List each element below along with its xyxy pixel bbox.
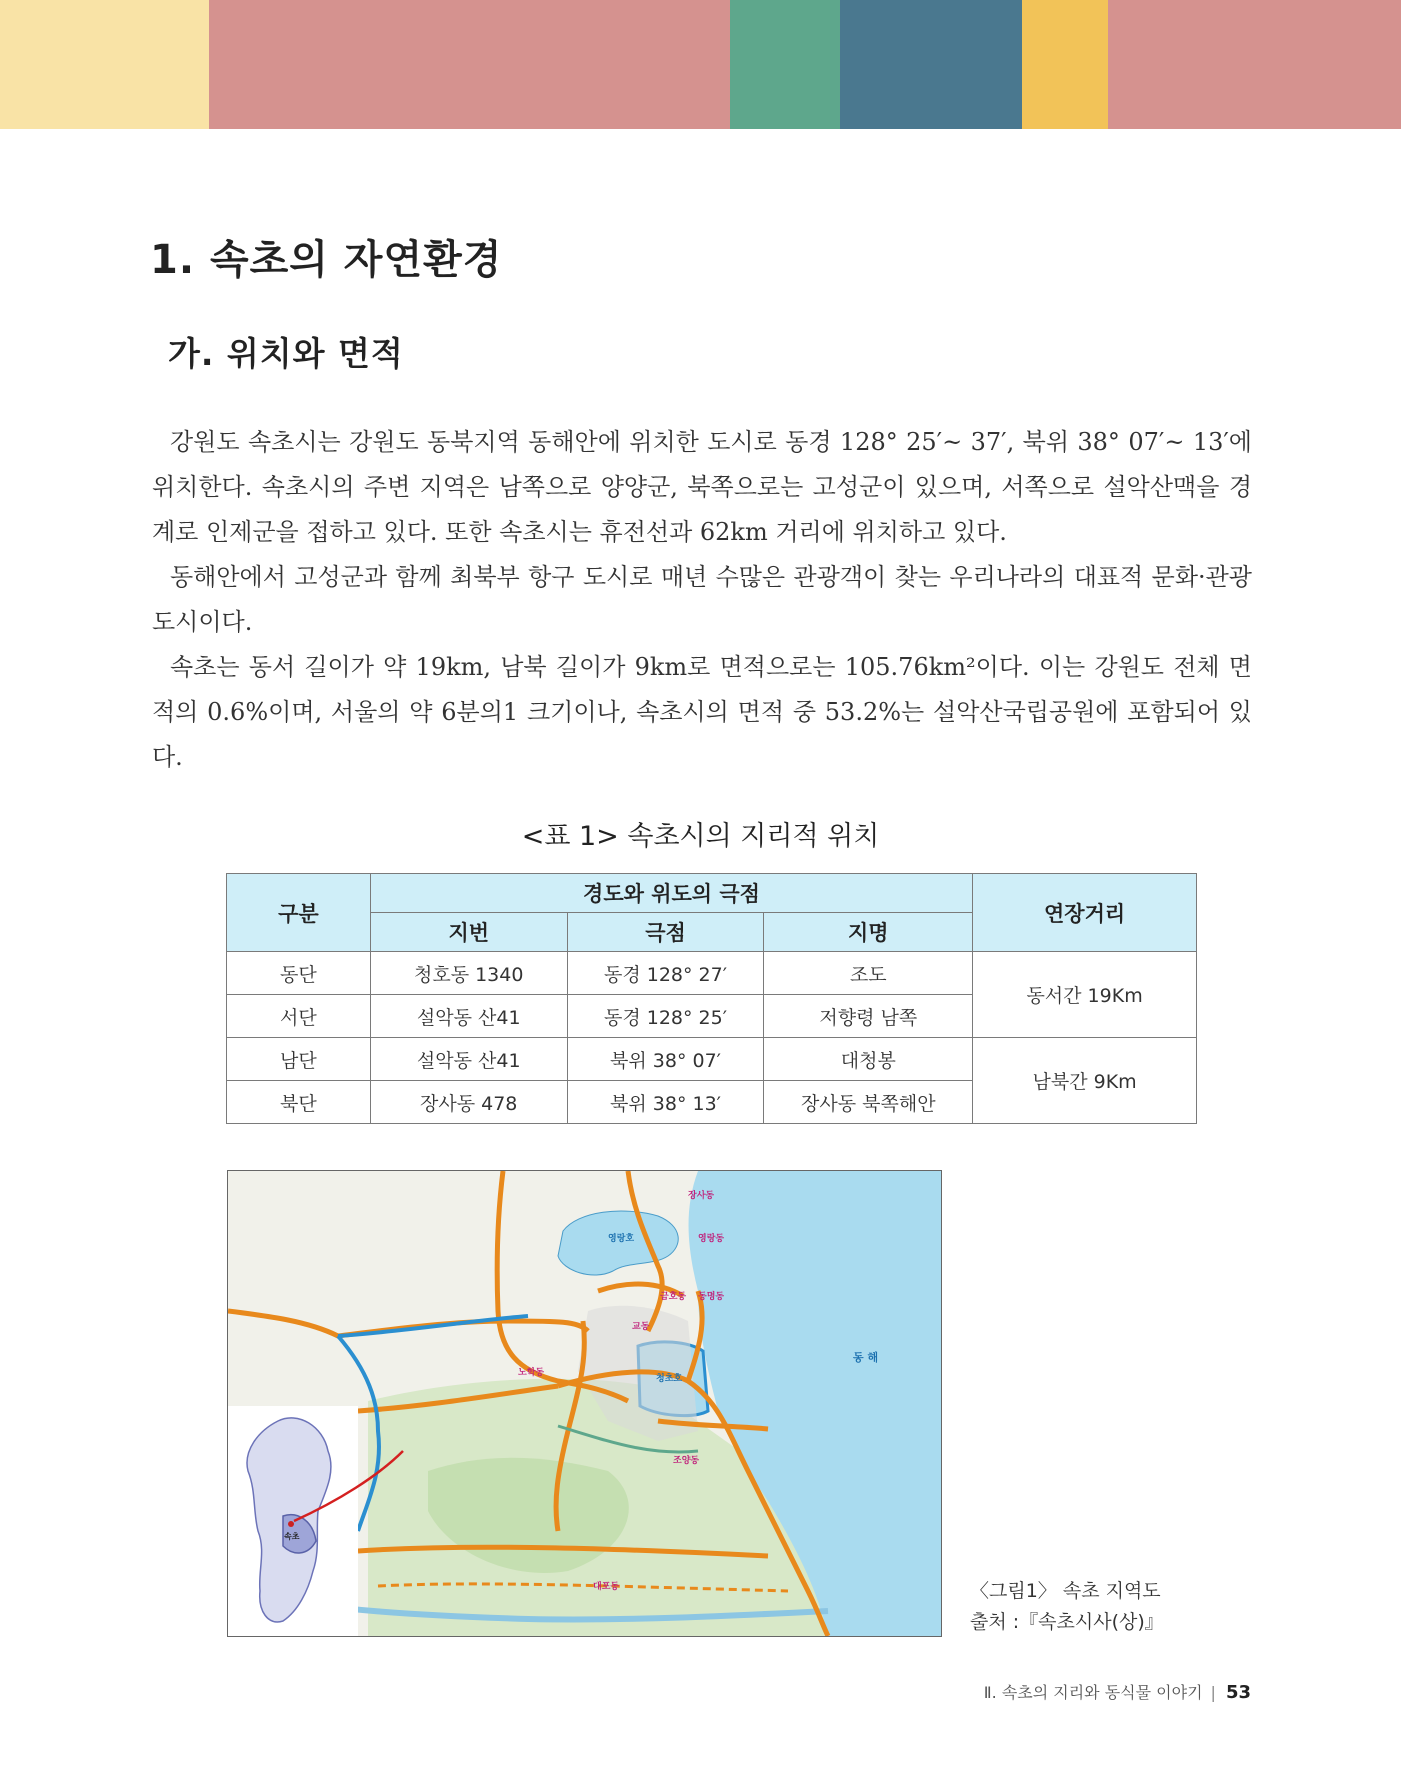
cell-extreme: 동경 128° 25′ [567, 995, 764, 1038]
color-block-4 [840, 0, 1022, 129]
footer-chapter: Ⅱ. 속초의 지리와 동식물 이야기 [983, 1683, 1203, 1702]
korea-inset [228, 1406, 358, 1636]
geo-location-table [226, 873, 1197, 1124]
cell-category: 북단 [227, 1081, 371, 1124]
color-block-5 [1022, 0, 1108, 129]
map-label-dongmyeong: 동명동 [698, 1292, 725, 1302]
cell-distance: 동서간 19Km [973, 952, 1197, 1038]
header-category: 구분 [227, 874, 371, 952]
paragraph: 속초는 동서 길이가 약 19km, 남북 길이가 9km로 면적으로는 105.76km²이다. 이는 강원도 전체 면적의 0.6%이며, 서울의 약 6분의1 크기이나, 속초시의 면적 중 53.2%는 설악산국립공원에 포함되어 있다. [152, 653, 1252, 771]
cell-place: 저향령 남쪽 [764, 995, 973, 1038]
map-label-jangsa: 장사동 [688, 1191, 715, 1201]
map-graphic [228, 1171, 941, 1636]
top-color-bar [0, 0, 1401, 129]
color-block-1 [0, 0, 209, 129]
cell-category: 남단 [227, 1038, 371, 1081]
cell-extreme: 북위 38° 13′ [567, 1081, 764, 1124]
paragraph: 강원도 속초시는 강원도 동북지역 동해안에 위치한 도시로 동경 128° 25′~ 37′, 북위 38° 07′~ 13′에 위치한다. 속초시의 주변 지역은 남쪽으로 양양군, 북쪽으로는 고성군이 있으며, 서쪽으로 설악산맥을 경계로 인제군을 접하고 있다. 또한 속초시는 휴전선과 62km 거리에 위치하고 있다. [152, 428, 1252, 546]
page-footer [984, 1680, 1251, 1703]
sokcho-marker [288, 1521, 294, 1527]
map-label-daepo: 대포동 [593, 1582, 620, 1592]
cell-extreme: 동경 128° 27′ [567, 952, 764, 995]
map-caption [970, 1576, 1164, 1638]
color-block-6 [1108, 0, 1401, 129]
header-extreme: 극점 [567, 913, 764, 952]
cell-distance: 남북간 9Km [973, 1038, 1197, 1124]
map-caption-title: 〈그림1〉 속초 지역도 [970, 1580, 1161, 1602]
cell-category: 동단 [227, 952, 371, 995]
header-lot: 지번 [370, 913, 567, 952]
header-distance: 연장거리 [973, 874, 1197, 952]
body-text [152, 420, 1252, 780]
map-label-jorang: 조양동 [673, 1456, 700, 1466]
cell-lot: 설악동 산41 [370, 995, 567, 1038]
table-row [227, 1038, 1197, 1081]
subsection-title: 가. 위치와 면적 [168, 334, 404, 373]
cell-lot: 청호동 1340 [370, 952, 567, 995]
map-caption-source: 출처 :『속초시사(상)』 [970, 1611, 1164, 1633]
paragraph: 동해안에서 고성군과 함께 최북부 항구 도시로 매년 수많은 관광객이 찾는 우리나라의 대표적 문화·관광 도시이다. [152, 563, 1252, 636]
color-block-2 [209, 0, 730, 129]
sokcho-region-map [227, 1170, 942, 1637]
cell-lot: 장사동 478 [370, 1081, 567, 1124]
header-group: 경도와 위도의 극점 [370, 874, 972, 913]
cell-place: 장사동 북쪽해안 [764, 1081, 973, 1124]
header-place: 지명 [764, 913, 973, 952]
cell-place: 조도 [764, 952, 973, 995]
cell-extreme: 북위 38° 07′ [567, 1038, 764, 1081]
map-label-gyo: 교동 [632, 1322, 650, 1332]
map-label-nohak: 노학동 [518, 1368, 545, 1378]
map-label-yeongnang: 영랑호 [608, 1234, 635, 1244]
map-label-geumho: 금호동 [660, 1292, 687, 1302]
map-label-sea: 동 해 [853, 1351, 879, 1364]
color-block-3 [730, 0, 840, 129]
map-label-sokcho: 속초 [284, 1532, 300, 1541]
page-number: 53 [1225, 1682, 1251, 1703]
map-label-yeongnang-dong: 영랑동 [698, 1234, 725, 1244]
cell-lot: 설악동 산41 [370, 1038, 567, 1081]
cell-category: 서단 [227, 995, 371, 1038]
table-row [227, 952, 1197, 995]
map-label-cheongcho: 청초호 [656, 1374, 683, 1384]
cell-place: 대청봉 [764, 1038, 973, 1081]
table-caption: <표 1> 속초시의 지리적 위치 [521, 821, 880, 852]
footer-separator: | [1210, 1683, 1216, 1702]
section-title: 1. 속초의 자연환경 [150, 237, 503, 283]
